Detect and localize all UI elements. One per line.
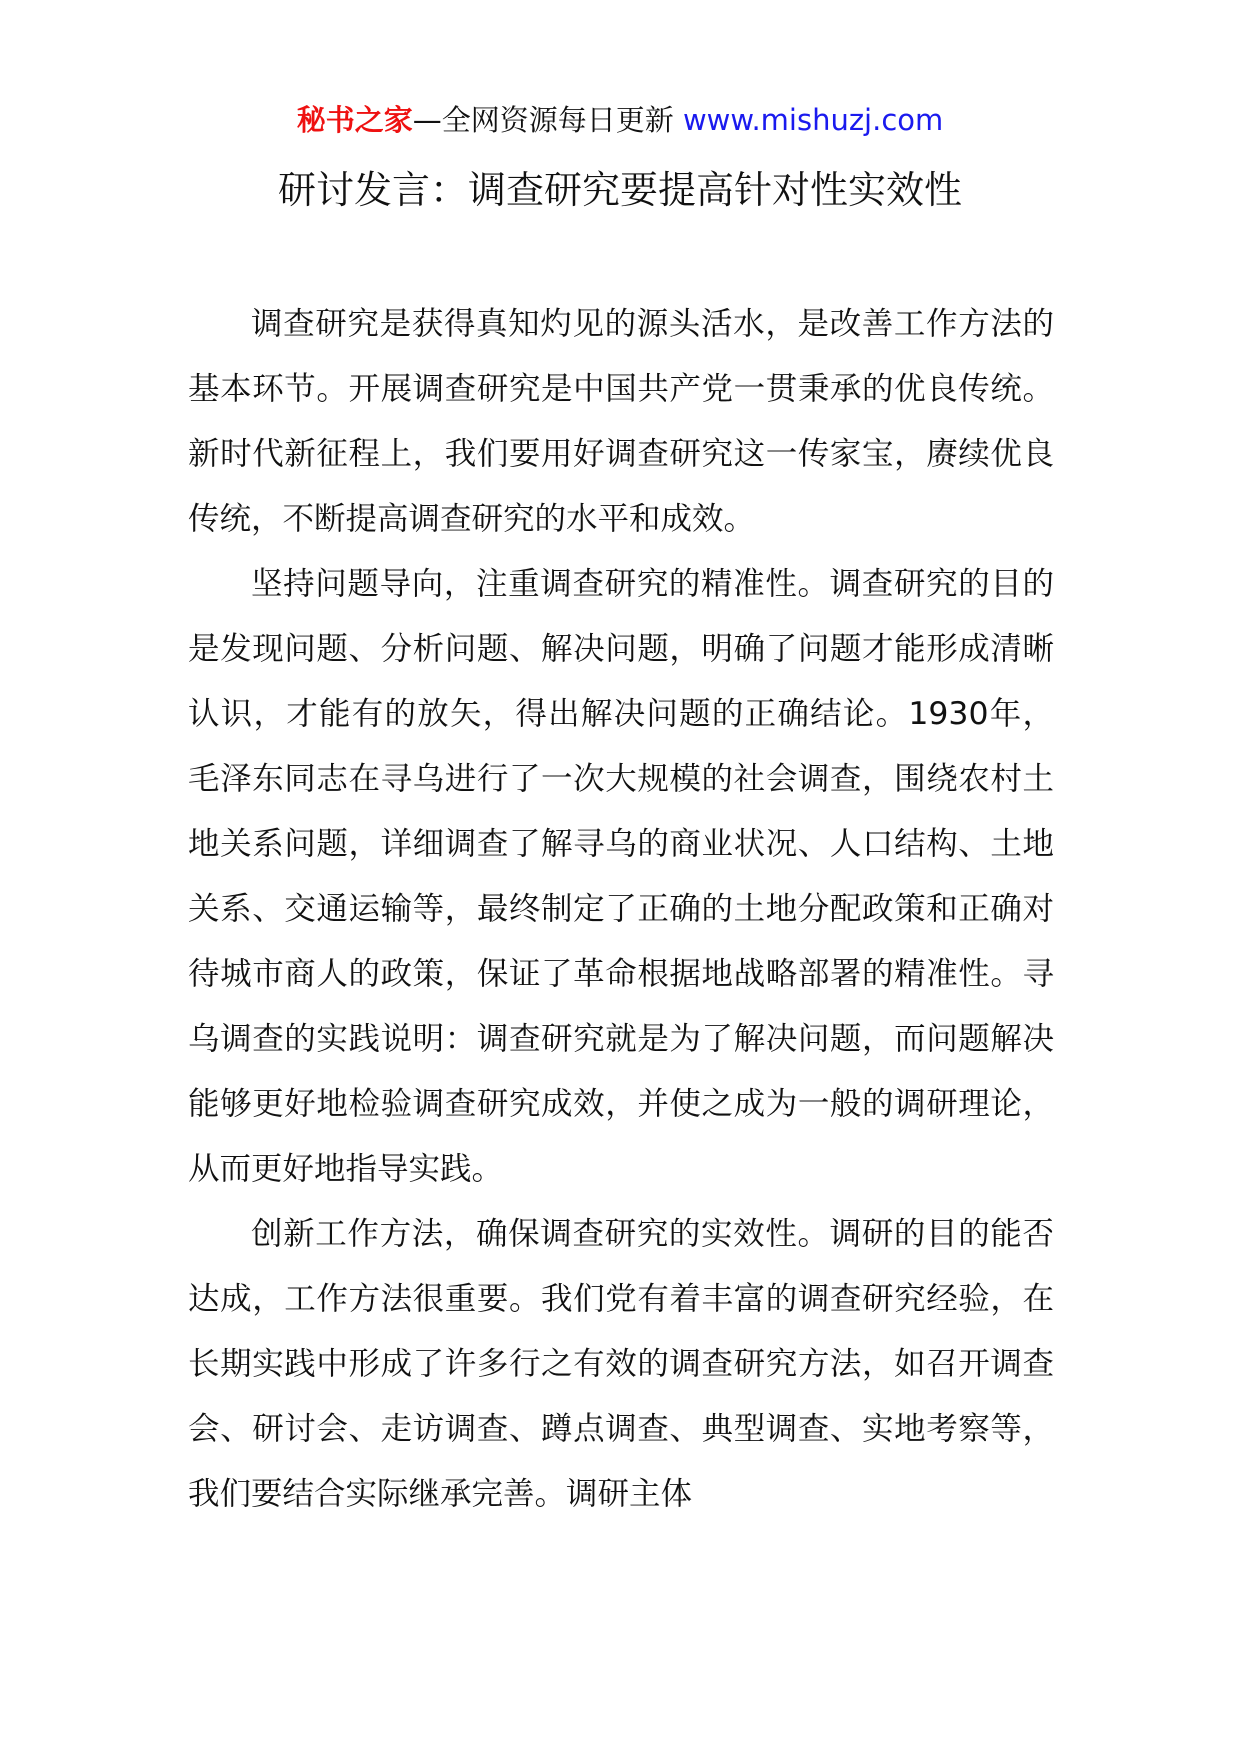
site-url-link[interactable]: www.mishuzj.com <box>682 103 944 137</box>
document-body <box>188 292 1054 1527</box>
brand-tagline: —全网资源每日更新 <box>412 103 674 137</box>
paragraph-intro: 调查研究是获得真知灼见的源头活水，是改善工作方法的基本环节。开展调查研究是中国共产党一贯秉承的优良传统。新时代新征程上，我们要用好调查研究这一传家宝，赓续优良传统，不断提高调查研究的水平和成效。 <box>188 306 1054 537</box>
brand-name: 秘书之家 <box>296 103 413 137</box>
paragraph-problem-oriented: 坚持问题导向，注重调查研究的精准性。调查研究的目的是发现问题、分析问题、解决问题，明确了问题才能形成清晰认识，才能有的放矢，得出解决问题的正确结论。1930年，毛泽东同志在寻乌进行了一次大规模的社会调查，围绕农村土地关系问题，详细调查了解寻乌的商业状况、人口结构、土地关系、交通运输等，最终制定了正确的土地分配政策和正确对待城市商人的政策，保证了革命根据地战略部署的精准性。寻乌调查的实践说明：调查研究就是为了解决问题，而问题解决能够更好地检验调查研究成效，并使之成为一般的调研理论，从而更好地指导实践。 <box>188 566 1054 1187</box>
paragraph-work-methods: 创新工作方法，确保调查研究的实效性。调研的目的能否达成，工作方法很重要。我们党有着丰富的调查研究经验，在长期实践中形成了许多行之有效的调查研究方法，如召开调查会、研讨会、走访调查、蹲点调查、典型调查、实地考察等，我们要结合实际继承完善。调研主体 <box>188 1216 1054 1512</box>
site-banner <box>0 98 1240 142</box>
document-title: 研讨发言：调查研究要提高针对性实效性 <box>277 168 962 212</box>
